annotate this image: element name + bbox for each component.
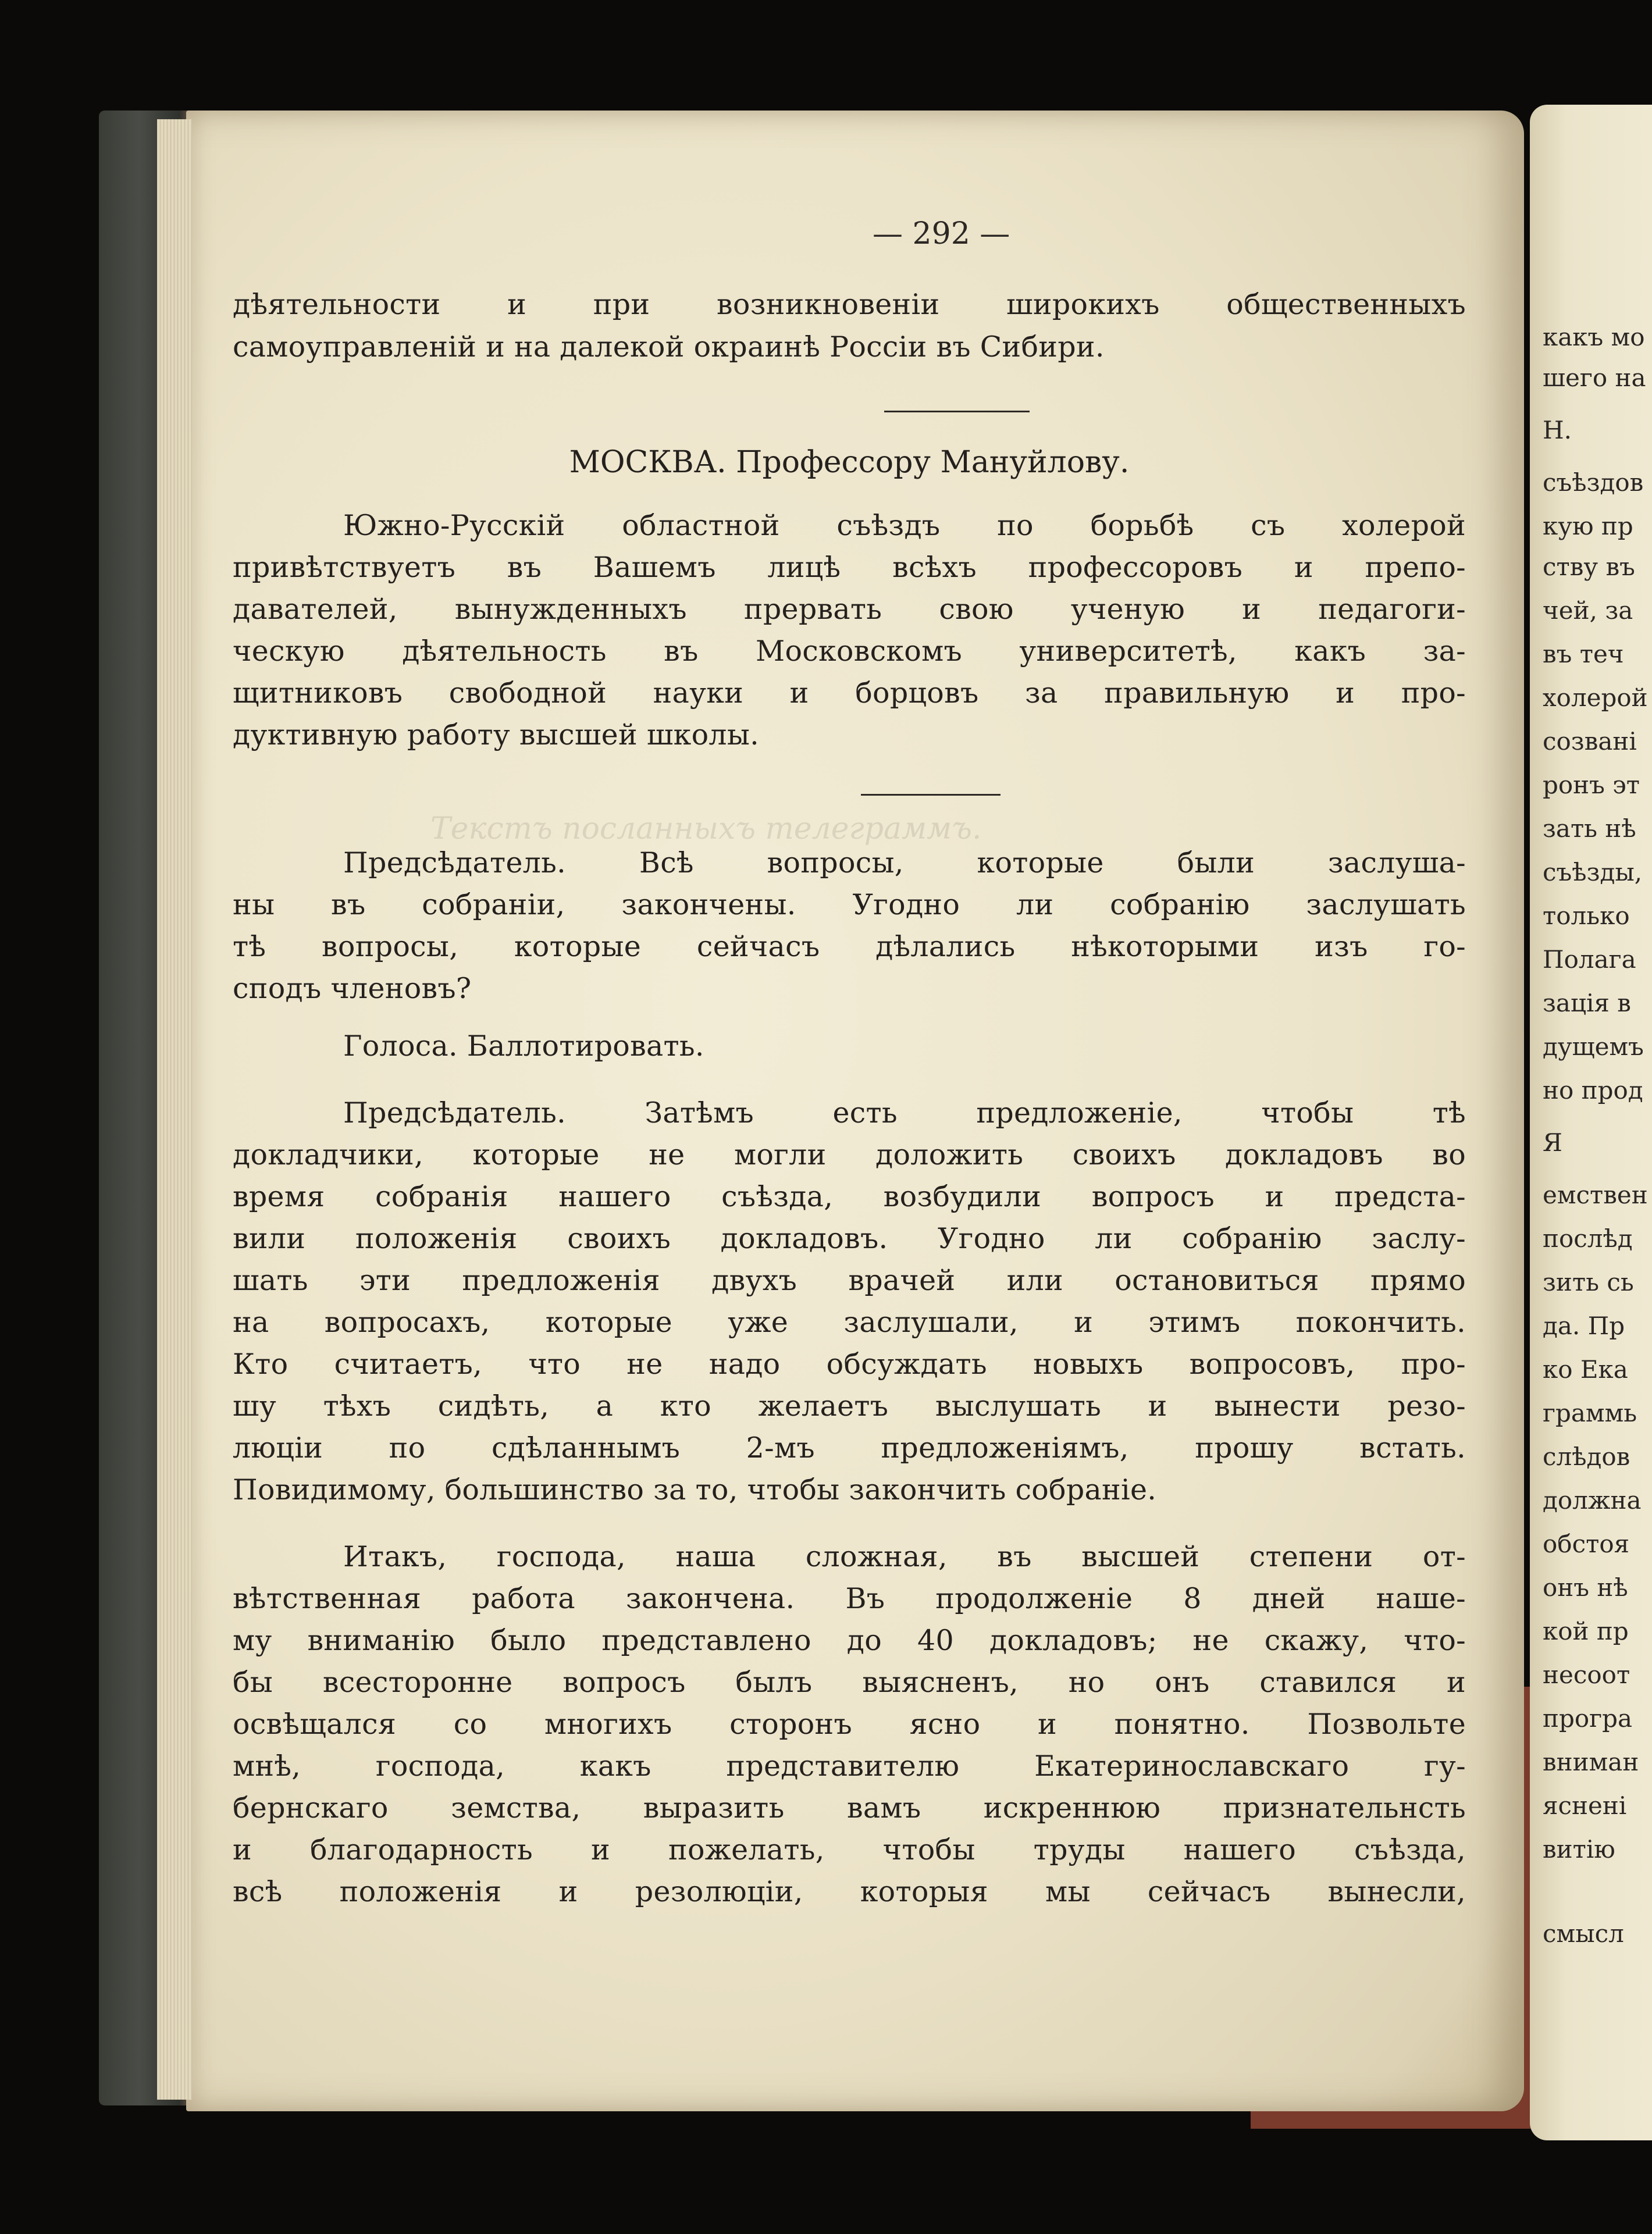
next-page-line: чей, за: [1543, 596, 1633, 625]
text-line: му вниманiю было представлено до 40 докладовъ; не скажу, что-: [233, 1624, 1466, 1657]
next-page-line: програ: [1543, 1704, 1633, 1733]
text-line: бы всесторонне вопросъ былъ выясненъ, но онъ ставился и: [233, 1666, 1466, 1699]
text-line: ны въ собранiи, закончены. Угодно ли собранiю заслушать: [233, 888, 1466, 921]
bleed-through-text: Текстъ посланныхъ телеграммъ.: [430, 811, 982, 846]
next-page-line: кую пр: [1543, 512, 1633, 540]
page-edges: [157, 119, 192, 2100]
text-line: тѣ вопросы, которые сейчасъ дѣлались нѣкоторыми изъ го-: [233, 930, 1466, 963]
next-page-line: кой пр: [1543, 1617, 1629, 1645]
text-line: шать эти предложенiя двухъ врачей или остановиться прямо: [233, 1264, 1466, 1297]
next-page-line: Н.: [1543, 416, 1572, 444]
next-page-line: граммь: [1543, 1399, 1637, 1427]
next-page-line: емствен: [1543, 1181, 1648, 1209]
next-page-line: но прод: [1543, 1076, 1643, 1104]
next-page-line: только: [1543, 902, 1630, 930]
next-page-line: холерой: [1543, 683, 1648, 712]
text-line: время собранiя нашего съѣзда, возбудили вопросъ и предста-: [233, 1180, 1466, 1213]
text-line: дѣятельности и при возникновенiи широкихъ общественныхъ: [233, 288, 1466, 321]
text-line: мнѣ, господа, какъ представителю Екатеринославскаго гу-: [233, 1750, 1466, 1783]
text-line: Предсѣдатель. Всѣ вопросы, которые были заслуша-: [343, 846, 1466, 879]
telegram-heading: МОСКВА. Профессору Мануйлову.: [569, 445, 1130, 480]
text-line: докладчики, которые не могли доложить своихъ докладовъ во: [233, 1138, 1466, 1171]
next-page-line: вниман: [1543, 1748, 1639, 1776]
next-page-line: какъ мо: [1543, 323, 1645, 351]
next-page-line: обстоя: [1543, 1530, 1630, 1558]
section-divider: [861, 794, 1001, 796]
next-page-line: съѣзды,: [1543, 858, 1643, 886]
text-line: вѣтственная работа закончена. Въ продолженiе 8 дней наше-: [233, 1582, 1466, 1615]
next-page-line: Я: [1543, 1128, 1562, 1157]
text-line: Повидимому, большинство за то, чтобы закончить собранiе.: [233, 1473, 1157, 1506]
text-line: дуктивную работу высшей школы.: [233, 718, 759, 751]
next-page-line: зить сь: [1543, 1268, 1634, 1296]
next-page-line: смысл: [1543, 1919, 1624, 1948]
next-page-line: ко Ека: [1543, 1355, 1628, 1384]
text-line: и благодарность и пожелать, чтобы труды нашего съѣзда,: [233, 1833, 1466, 1866]
next-page-line: ству въ: [1543, 553, 1635, 581]
text-line: самоуправленiй и на далекой окраинѣ Россiи въ Сибири.: [233, 330, 1105, 364]
text-line: привѣтствуетъ въ Вашемъ лицѣ всѣхъ профессоровъ и препо-: [233, 551, 1466, 584]
next-page-line: съѣздов: [1543, 468, 1644, 497]
text-line: Предсѣдатель. Затѣмъ есть предложенiе, чтобы тѣ: [343, 1096, 1466, 1130]
next-page-line: витiю: [1543, 1835, 1615, 1864]
next-page-line: несоот: [1543, 1661, 1630, 1689]
text-line: шу тѣхъ сидѣть, а кто желаетъ выслушать и вынести резо-: [233, 1389, 1466, 1423]
next-page-line: дущемъ: [1543, 1032, 1644, 1061]
text-line: Голоса. Баллотировать.: [343, 1029, 704, 1063]
next-page-line: онъ нѣ: [1543, 1573, 1628, 1602]
next-page-line: въ теч: [1543, 640, 1624, 668]
next-page-line: послѣд: [1543, 1224, 1633, 1253]
text-line: бернскаго земства, выразить вамъ искреннюю признательнсть: [233, 1791, 1466, 1825]
next-page-line: зацiя в: [1543, 989, 1631, 1017]
next-page-line: ронъ эт: [1543, 771, 1640, 799]
text-line: сподъ членовъ?: [233, 972, 472, 1005]
next-page-line: созванi: [1543, 727, 1637, 756]
text-line: люцiи по сдѣланнымъ 2-мъ предложенiямъ, прошу встать.: [233, 1431, 1466, 1465]
text-line: щитниковъ свободной науки и борцовъ за правильную и про-: [233, 676, 1466, 710]
next-page-line: да. Пр: [1543, 1312, 1625, 1340]
text-line: Итакъ, господа, наша сложная, въ высшей степени от-: [343, 1540, 1466, 1573]
text-line: Кто считаетъ, что не надо обсуждать новыхъ вопросовъ, про-: [233, 1348, 1466, 1381]
text-line: Южно-Русскiй областной съѣздъ по борьбѣ съ холерой: [343, 509, 1466, 542]
next-page-line: Полага: [1543, 945, 1636, 974]
text-line: ческую дѣятельность въ Московскомъ университетѣ, какъ за-: [233, 635, 1466, 668]
text-line: всѣ положенiя и резолюцiи, которыя мы сейчасъ вынесли,: [233, 1875, 1466, 1908]
next-page-fragment: [1530, 105, 1652, 2140]
text-line: давателей, вынужденныхъ прервать свою ученую и педагоги-: [233, 593, 1466, 626]
next-page-line: слѣдов: [1543, 1442, 1630, 1471]
page-number: — 292 —: [873, 216, 1010, 251]
text-line: вили положенiя своихъ докладовъ. Угодно ли собранiю заслу-: [233, 1222, 1466, 1255]
text-line: на вопросахъ, которые уже заслушали, и этимъ покончить.: [233, 1306, 1466, 1339]
next-page-line: шего на: [1543, 364, 1646, 392]
next-page-line: зать нѣ: [1543, 814, 1636, 843]
next-page-line: должна: [1543, 1486, 1642, 1515]
text-line: освѣщался со многихъ сторонъ ясно и понятно. Позвольте: [233, 1708, 1466, 1741]
section-divider: [884, 411, 1030, 412]
next-page-line: ясненi: [1543, 1791, 1627, 1820]
